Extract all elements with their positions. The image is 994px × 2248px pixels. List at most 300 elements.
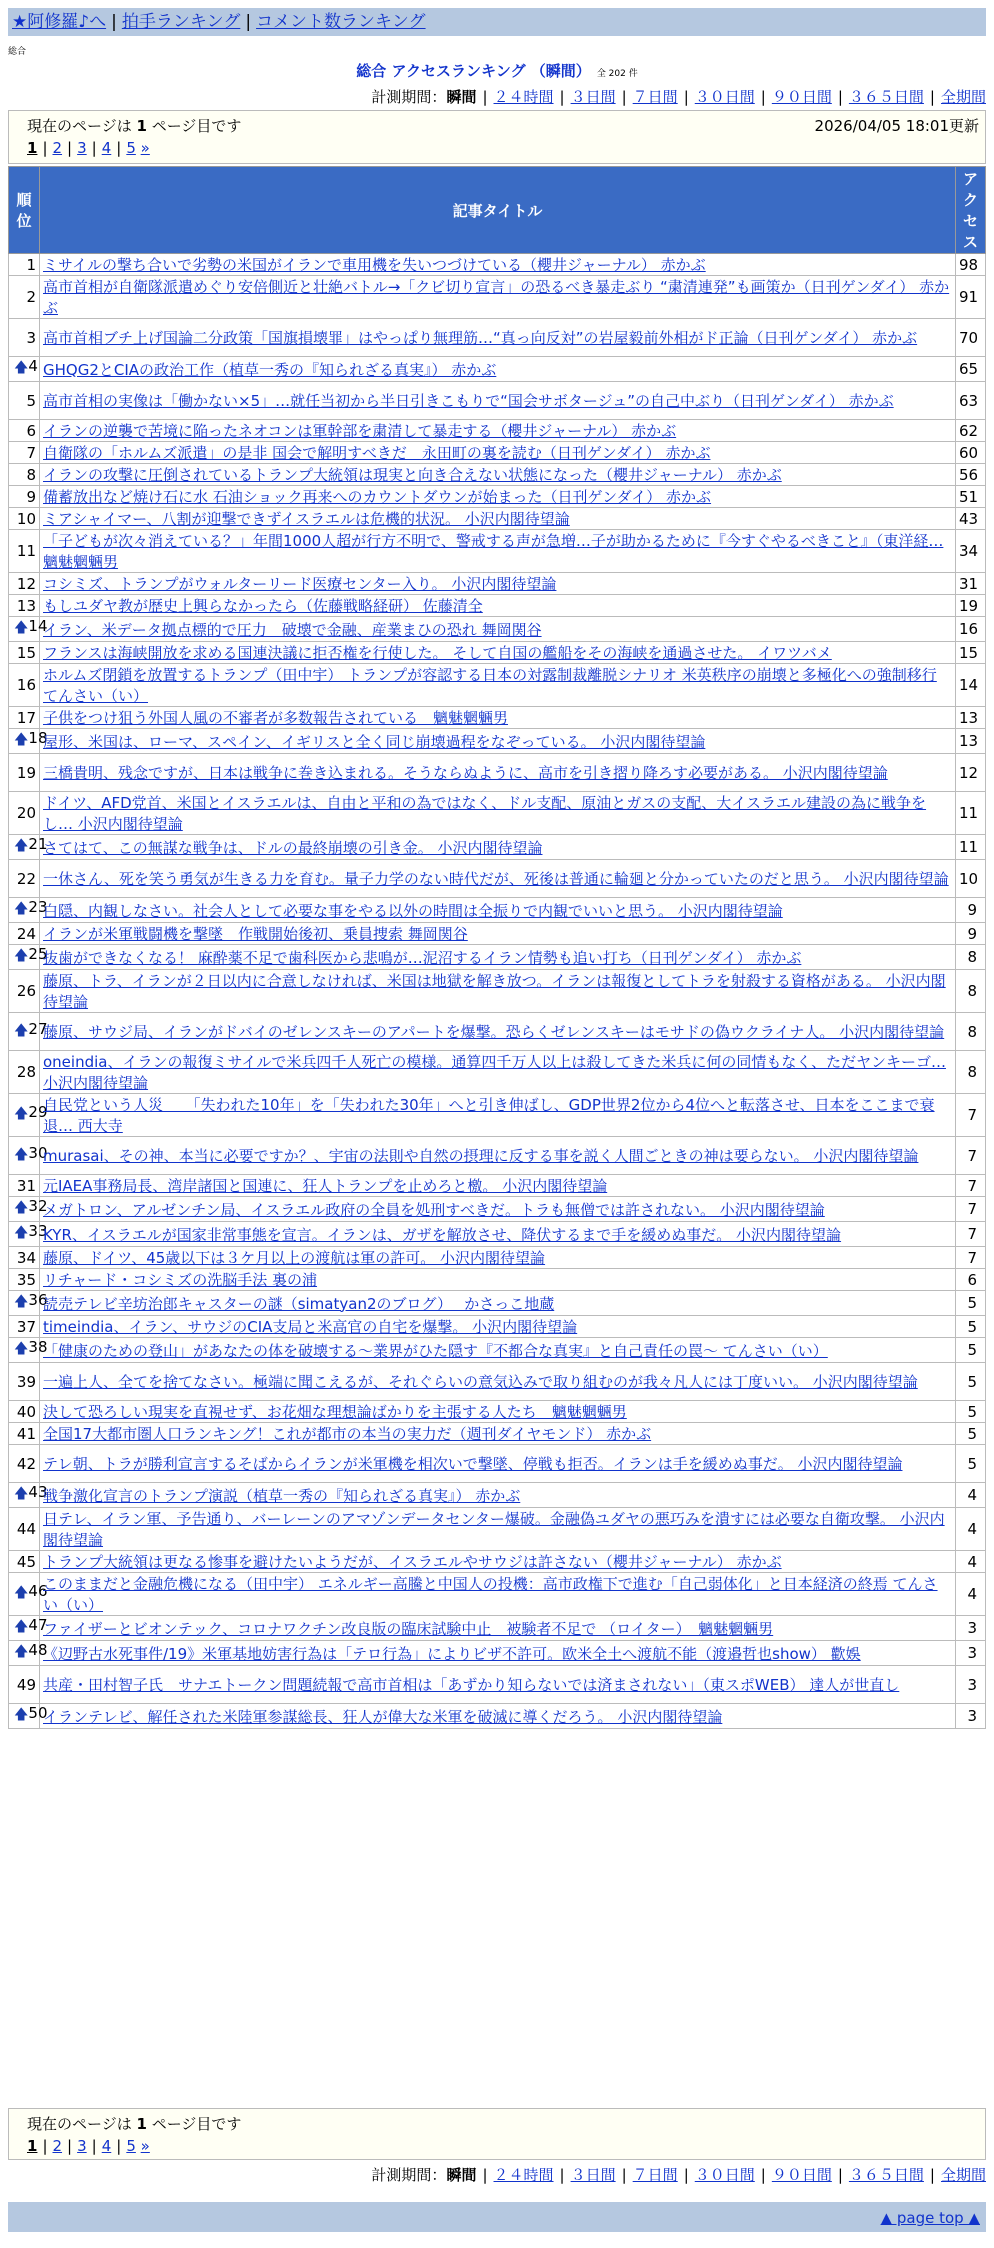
- article-link[interactable]: GHQG2とCIAの政治工作（植草一秀の『知られざる真実』） 赤かぶ: [43, 360, 497, 379]
- access-count: 63: [956, 382, 986, 420]
- rank-number: 18: [28, 729, 48, 747]
- article-link[interactable]: timeindia、イラン、サウジのCIA支局と米高官の自宅を爆撃。 小沢内閣待望論: [43, 1318, 578, 1336]
- title-cell: [40, 1291, 956, 1316]
- pager-page-link[interactable]: 3: [77, 139, 87, 157]
- access-count: 3: [956, 1641, 986, 1666]
- rank-number: 30: [28, 1143, 48, 1162]
- title-cell: [40, 595, 956, 617]
- article-link[interactable]: もしユダヤ教が歴史上興らなかったら（佐藤戦略経研） 佐藤清全: [43, 597, 483, 615]
- rank-cell: [9, 595, 40, 617]
- rank-cell: [9, 1423, 40, 1445]
- period-link[interactable]: ３０日間: [694, 88, 755, 106]
- rank-number: 12: [16, 574, 36, 593]
- pager-page-link[interactable]: 2: [52, 139, 63, 157]
- article-link[interactable]: 藤原、サウジ局、イランがドバイのゼレンスキーのアパートを爆撃。恐らくゼレンスキーはモサドの偽ウクライナ人。 小沢内閣待望論: [43, 1023, 945, 1041]
- access-count: 31: [956, 573, 986, 595]
- rank-cell: [9, 420, 40, 442]
- title-cell: [40, 923, 956, 945]
- title-cell: [40, 1222, 956, 1247]
- table-row: [9, 464, 986, 486]
- access-count: 9: [956, 923, 986, 945]
- bottom-bar: [8, 2202, 986, 2232]
- separator: |: [559, 88, 565, 106]
- period-link[interactable]: 全期間: [940, 2166, 986, 2184]
- title-cell: [40, 1013, 956, 1051]
- rank-cell: [9, 1291, 48, 1316]
- rank-cell: [9, 1666, 40, 1704]
- rank-number: 47: [28, 1616, 48, 1634]
- title-cell: [40, 754, 956, 792]
- rank-cell: [9, 642, 40, 664]
- rank-cell: [9, 1573, 48, 1616]
- article-link[interactable]: 一休さん、死を笑う勇気が生きる力を育む。量子力学のない時代だが、死後は普通に輪廻と分かっていたのだと思う。 小沢内閣待望論: [43, 870, 949, 888]
- article-link[interactable]: 三橋貴明、残念ですが、日本は戦争に巻き込まれる。そうならぬように、高市を引き摺り降ろす必要がある。 小沢内閣待望論: [43, 764, 888, 782]
- pager-page-link[interactable]: 5: [126, 2137, 136, 2155]
- home-link[interactable]: ★阿修羅♪へ: [12, 12, 107, 32]
- title-cell: [40, 860, 956, 898]
- title-cell: [40, 276, 956, 319]
- access-count: 3: [956, 1666, 986, 1704]
- rank-number: 7: [26, 443, 36, 462]
- table-row: [9, 420, 986, 442]
- article-link[interactable]: 藤原、トラ、イランが２日以内に合意しなければ、米国は地獄を解き放つ。イランは報復としてトラを射殺する資格がある。 小沢内閣待望論: [43, 972, 946, 1011]
- article-link[interactable]: ファイザーとビオンテック、コロナワクチン改良版の臨床試験中止 被験者不足で （ロイター） 魑魅魍魎男: [43, 1619, 774, 1638]
- period-link[interactable]: ３６５日間: [848, 88, 924, 106]
- table-row: [9, 1051, 986, 1094]
- access-count: 5: [956, 1338, 986, 1363]
- top-nav-bar: [8, 8, 986, 36]
- title-cell: [40, 945, 956, 970]
- table-row: [9, 1013, 986, 1051]
- rank-number: 4: [28, 357, 38, 375]
- rank-cell: [9, 1051, 40, 1094]
- article-link[interactable]: メガトロン、アルゼンチン局、イスラエル政府の全員を処刑すべきだ。トラも無僧では許されない。 小沢内閣待望論: [43, 1200, 825, 1219]
- period-link[interactable]: 全期間: [940, 88, 986, 106]
- separator: |: [929, 88, 935, 106]
- article-link[interactable]: 一遍上人、全てを捨てなさい。極端に聞こえるが、それぐらいの意気込みで取り組むのが我々凡人には丁度いい。 小沢内閣待望論: [43, 1373, 918, 1391]
- table-row: [9, 1197, 986, 1222]
- rank-cell: [9, 254, 40, 276]
- article-link[interactable]: ドイツ、AFD党首、米国とイスラエルは、自由と平和の為ではなく、ドル支配、原油とガスの支配、大イスラエル建設の為に戦争をし… 小沢内閣待望論: [43, 794, 927, 833]
- article-link[interactable]: 決して恐ろしい現実を直視せず、お花畑な理想論ばかりを主張する人たち 魑魅魍魎男: [43, 1403, 627, 1421]
- period-label: 計測期間：: [371, 88, 447, 106]
- table-row: [9, 1316, 986, 1338]
- article-link[interactable]: 屋形、米国は、ローマ、スペイン、イギリスと全く同じ崩壊過程をなぞっている。 小沢内閣待望論: [43, 732, 706, 751]
- access-count: 91: [956, 276, 986, 319]
- pager-next-link[interactable]: »: [140, 2137, 150, 2155]
- rank-cell: [9, 1175, 40, 1197]
- access-count: 15: [956, 642, 986, 664]
- pager-bottom: [27, 2137, 150, 2155]
- title-cell: [40, 1051, 956, 1094]
- article-link[interactable]: さてはて、この無謀な戦争は、ドルの最終崩壊の引き金。 小沢内閣待望論: [43, 838, 543, 857]
- article-link[interactable]: 白隠、内観しなさい。社会人として必要な事をやる以外の時間は全振りで内観でいいと思う。 小沢内閣待望論: [43, 901, 783, 920]
- rank-cell: [9, 1222, 48, 1247]
- up-arrow-icon: 🡅: [14, 1707, 29, 1723]
- article-link[interactable]: 元IAEA事務局長、湾岸諸国と国連に、狂人トランプを止めろと檄。 小沢内閣待望論: [43, 1177, 608, 1195]
- table-row: [9, 1445, 986, 1483]
- rank-cell: [9, 1445, 40, 1483]
- access-count: 5: [956, 1291, 986, 1316]
- article-link[interactable]: フランスは海峡開放を求める国連決議に拒否権を行使した。 そして自国の艦船をその海峡を通過させた。 イワツバメ: [43, 644, 832, 662]
- separator: |: [559, 2166, 565, 2184]
- table-row: [9, 1222, 986, 1247]
- table-row: [9, 945, 986, 970]
- article-link[interactable]: ホルムズ閉鎖を放置するトランプ（田中宇） トランプが容認する日本の対露制裁離脱シナリオ 米英秩序の崩壊と多極化への強制移行 てんさい（い）: [43, 666, 937, 705]
- access-count: 56: [956, 464, 986, 486]
- pager-page-link[interactable]: 3: [77, 2137, 87, 2155]
- separator: |: [67, 139, 73, 157]
- article-link[interactable]: 藤原、ドイツ、45歳以下は３ケ月以上の渡航は軍の許可。 小沢内閣待望論: [43, 1249, 546, 1267]
- rank-cell: [9, 1704, 48, 1729]
- title-cell: [40, 1094, 956, 1137]
- title-cell: [40, 254, 956, 276]
- rank-number: 26: [16, 982, 36, 1000]
- title-cell: [40, 835, 956, 860]
- access-count: 5: [956, 1316, 986, 1338]
- rank-cell: [9, 486, 40, 508]
- up-arrow-icon: 🡅: [14, 838, 29, 854]
- pager-page-link[interactable]: 5: [126, 139, 136, 157]
- article-link[interactable]: 抜歯ができなくなる！ 麻酔薬不足で歯科医から悲鳴が…泥沼するイラン情勢も追い打ち（日刊ゲンダイ） 赤かぶ: [43, 948, 802, 967]
- table-row: [9, 1508, 986, 1551]
- col-rank-header: 順位: [9, 167, 40, 254]
- pager-page-link[interactable]: 4: [101, 139, 112, 157]
- rank-cell: [9, 1338, 48, 1363]
- article-link[interactable]: 自衛隊の「ホルムズ派遣」の是非 国会で解明すべきだ 永田町の裏を読む（日刊ゲンダイ） 赤かぶ: [43, 444, 711, 462]
- access-count: 51: [956, 486, 986, 508]
- table-row: [9, 729, 986, 754]
- rank-number: 10: [16, 509, 36, 528]
- table-row: [9, 1137, 986, 1175]
- article-link[interactable]: 「健康のための登山」があなたの体を破壊する～業界がひた隠す『不都合な真実』と自己責任の罠～ てんさい（い）: [43, 1341, 828, 1360]
- rank-cell: [9, 617, 48, 642]
- article-link[interactable]: 日テレ、イラン軍、予告通り、バーレーンのアマゾンデータセンター爆破。金融偽ユダヤの悪巧みを潰すには必要な自衛攻撃。 小沢内閣待望論: [43, 1510, 945, 1549]
- period-link[interactable]: ９０日間: [771, 88, 832, 106]
- rank-number: 17: [16, 708, 36, 727]
- access-count: 5: [956, 1423, 986, 1445]
- rank-number: 38: [28, 1338, 48, 1356]
- rank-cell: [9, 1551, 40, 1573]
- title-cell: [40, 1641, 956, 1666]
- rank-number: 37: [16, 1317, 36, 1336]
- article-link[interactable]: イラン、米データ拠点標的で圧力 破壊で金融、産業まひの恐れ 舞岡関谷: [43, 620, 542, 639]
- separator: |: [116, 2137, 122, 2155]
- rank-cell: [9, 945, 48, 970]
- access-count: 7: [956, 1222, 986, 1247]
- title-cell: [40, 707, 956, 729]
- rank-cell: [9, 382, 40, 420]
- title-cell: [40, 1483, 956, 1508]
- title-cell: [40, 442, 956, 464]
- separator: |: [91, 2137, 97, 2155]
- table-row: [9, 1573, 986, 1616]
- rank-number: 36: [28, 1291, 48, 1309]
- rank-number: 35: [16, 1270, 36, 1289]
- rank-number: 5: [26, 391, 36, 410]
- title-cell: [40, 898, 956, 923]
- article-link[interactable]: コシミズ、トランプがウォルターリード医療センター入り。 小沢内閣待望論: [43, 575, 557, 593]
- rank-cell: [9, 1316, 40, 1338]
- up-arrow-icon: 🡅: [14, 1341, 29, 1357]
- period-link[interactable]: ７日間: [632, 2166, 678, 2184]
- access-count: 65: [956, 357, 986, 382]
- article-link[interactable]: oneindia、イランの報復ミサイルで米兵四千人死亡の模様。通算四千万人以上は殺してきた米兵に何の同情もなく、ただヤンキーゴ… 小沢内閣待望論: [43, 1053, 946, 1092]
- table-row: [9, 573, 986, 595]
- article-link[interactable]: 高市首相が自衛隊派遣めぐり安倍側近と壮絶バトル→「クビ切り宣言」の恐るべき暴走ぶり “粛清連発”も画策か（日刊ゲンダイ） 赤かぶ: [43, 278, 950, 317]
- article-link[interactable]: 子供をつけ狙う外国人風の不審者が多数報告されている 魑魅魍魎男: [43, 709, 509, 727]
- article-link[interactable]: イランの逆襲で苦境に陥ったネオコンは軍幹部を粛清して暴走する（櫻井ジャーナル） 赤かぶ: [43, 422, 677, 440]
- separator: |: [929, 2166, 935, 2184]
- access-count: 9: [956, 898, 986, 923]
- article-link[interactable]: トランプ大統領は更なる惨事を避けたいようだが、イスラエルやサウジは許さない（櫻井ジャーナル） 赤かぶ: [43, 1553, 782, 1571]
- article-link[interactable]: 共産・田村智子氏 サナエトークン問題続報で高市首相は「あずかり知らないでは済まされない」（東スポWEB） 達人が世直し: [43, 1676, 900, 1694]
- rank-cell: [9, 1401, 40, 1423]
- separator: |: [67, 2137, 73, 2155]
- rank-cell: [9, 1137, 48, 1175]
- access-count: 5: [956, 1363, 986, 1401]
- rank-number: 28: [16, 1063, 36, 1081]
- access-count: 3: [956, 1616, 986, 1641]
- rank-number: 11: [16, 542, 36, 560]
- rank-number: 21: [28, 835, 48, 853]
- pager-next-link[interactable]: »: [140, 139, 150, 157]
- period-link[interactable]: ２４時間: [493, 2166, 554, 2184]
- up-arrow-icon: 🡅: [14, 1585, 29, 1601]
- article-link[interactable]: 読売テレビ辛坊治郎キャスターの謎（simatyan2のブログ） かさっこ地蔵: [43, 1294, 555, 1313]
- title-cell: [40, 1551, 956, 1573]
- article-link[interactable]: murasai、その神、本当に必要ですか？、宇宙の法則や自然の摂理に反する事を説く人間ごときの神は要らない。 小沢内閣待望論: [43, 1147, 919, 1165]
- separator: |: [245, 12, 252, 32]
- title-cell: [40, 464, 956, 486]
- article-link[interactable]: イランの攻撃に圧倒されているトランプ大統領は現実と向き合えない状態になった（櫻井ジャーナル） 赤かぶ: [43, 466, 782, 484]
- title-cell: [40, 1338, 956, 1363]
- rank-number: 31: [16, 1176, 36, 1195]
- rank-number: 34: [16, 1248, 36, 1267]
- separator: |: [42, 139, 48, 157]
- rank-number: 3: [26, 328, 36, 347]
- table-row: [9, 1551, 986, 1573]
- comment-ranking-link[interactable]: コメント数ランキング: [256, 12, 426, 32]
- article-link[interactable]: ミサイルの撃ち合いで劣勢の米国がイランで車用機を失いつづけている（櫻井ジャーナル） 赤かぶ: [43, 256, 706, 274]
- current-page-number: 1: [136, 2115, 147, 2133]
- col-title-header: 記事タイトル: [40, 167, 956, 254]
- article-link[interactable]: イランテレビ、解任された米陸軍参謀総長、狂人が偉大な米軍を破滅に導くだろう。 小沢内閣待望論: [43, 1707, 723, 1726]
- rank-number: 50: [28, 1704, 48, 1722]
- table-row: [9, 1094, 986, 1137]
- article-link[interactable]: このままだと金融危機になる（田中宇） エネルギー高騰と中国人の投機：高市政権下で進む「自己弱体化」と日本経済の終焉 てんさい（い）: [43, 1575, 938, 1614]
- title-cell: [40, 357, 956, 382]
- title-cell: [40, 664, 956, 707]
- access-count: 14: [956, 664, 986, 707]
- title-cell: [40, 420, 956, 442]
- title-cell: [40, 617, 956, 642]
- separator: |: [837, 2166, 843, 2184]
- table-row: [9, 1616, 986, 1641]
- article-link[interactable]: 戦争激化宣言のトランプ演説（植草一秀の『知られざる真実』） 赤かぶ: [43, 1486, 521, 1505]
- access-count: 60: [956, 442, 986, 464]
- title-cell: [40, 1423, 956, 1445]
- table-row: [9, 382, 986, 420]
- article-link[interactable]: テレ朝、トラが勝利宣言するそばからイランが米軍機を相次いで撃墜、停戦も拒否。イランは手を緩めぬ事だ。 小沢内閣待望論: [43, 1455, 903, 1473]
- rank-number: 1: [26, 255, 36, 274]
- article-link[interactable]: 《辺野古水死事件/19》米軍基地妨害行為は「テロ行為」によりビザ不許可。欧米全土へ渡航不能（渡邉哲也show） 歡娛: [43, 1644, 861, 1663]
- title-cell: [40, 642, 956, 664]
- up-arrow-icon: 🡅: [14, 948, 29, 964]
- table-row: [9, 617, 986, 642]
- separator: |: [760, 2166, 766, 2184]
- page-title-text: 総合 アクセスランキング （瞬間）: [356, 62, 591, 80]
- separator: |: [683, 88, 689, 106]
- separator: |: [837, 88, 843, 106]
- rank-number: 20: [16, 804, 36, 822]
- period-current: 瞬間: [446, 2166, 477, 2184]
- page-info-top: [8, 110, 986, 164]
- up-arrow-icon: 🡅: [14, 901, 29, 917]
- period-link[interactable]: ３日間: [570, 2166, 616, 2184]
- rank-cell: [9, 898, 48, 923]
- access-count: 7: [956, 1175, 986, 1197]
- table-row: [9, 923, 986, 945]
- separator: |: [621, 88, 627, 106]
- rank-number: 14: [28, 617, 48, 635]
- table-row: [9, 1291, 986, 1316]
- up-arrow-icon: 🡅: [14, 1146, 29, 1163]
- current-page-suffix: ページ目です: [151, 117, 242, 135]
- table-row: [9, 1363, 986, 1401]
- access-count: 6: [956, 1269, 986, 1291]
- table-row: [9, 1666, 986, 1704]
- rank-cell: [9, 835, 48, 860]
- title-cell: [40, 1247, 956, 1269]
- table-row: [9, 1269, 986, 1291]
- current-page-number: 1: [136, 117, 147, 135]
- rank-cell: [9, 1269, 40, 1291]
- article-link[interactable]: リチャード・コシミズの洗脳手法 裏の浦: [43, 1271, 318, 1289]
- period-link[interactable]: ３日間: [570, 88, 616, 106]
- rank-number: 22: [16, 869, 36, 888]
- title-cell: [40, 1445, 956, 1483]
- rank-number: 16: [16, 676, 36, 694]
- col-access-header: アクセス: [956, 167, 986, 254]
- period-selector-top: [371, 86, 986, 107]
- rank-number: 9: [26, 487, 36, 506]
- article-link[interactable]: 全国17大都市圏人口ランキング！これが都市の本当の実力だ（週刊ダイヤモンド） 赤かぶ: [43, 1425, 652, 1443]
- article-link[interactable]: 備蓄放出など焼け石に水 石油ショック再来へのカウントダウンが始まった（日刊ゲンダイ） 赤かぶ: [43, 488, 712, 506]
- title-cell: [40, 319, 956, 357]
- period-current: 瞬間: [446, 88, 477, 106]
- rank-cell: [9, 970, 40, 1013]
- access-count: 5: [956, 1445, 986, 1483]
- table-row: [9, 1338, 986, 1363]
- period-link[interactable]: ３０日間: [694, 2166, 755, 2184]
- table-row: [9, 860, 986, 898]
- title-cell: [40, 1573, 956, 1616]
- rank-cell: [9, 276, 40, 319]
- article-link[interactable]: イランが米軍戦闘機を撃墜 作戦開始後初、乗員捜索 舞岡関谷: [43, 925, 468, 943]
- total-count: 全 202 件: [596, 69, 638, 79]
- title-cell: [40, 1616, 956, 1641]
- period-link[interactable]: ９０日間: [771, 2166, 832, 2184]
- up-arrow-icon: 🡅: [14, 1619, 29, 1635]
- title-cell: [40, 1269, 956, 1291]
- separator: |: [621, 2166, 627, 2184]
- rank-cell: [9, 792, 40, 835]
- table-row: [9, 319, 986, 357]
- pager-page-link[interactable]: 2: [52, 2137, 63, 2155]
- table-row: [9, 1401, 986, 1423]
- title-cell: [40, 1508, 956, 1551]
- article-link[interactable]: 自民党という人災 「失われた10年」を「失われた30年」へと引き伸ばし、GDP世界2位から4位へと転落させ、日本をここまで衰退… 西大寺: [43, 1096, 935, 1135]
- access-count: 4: [956, 1551, 986, 1573]
- access-count: 34: [956, 530, 986, 573]
- title-cell: [40, 970, 956, 1013]
- rank-number: 15: [16, 643, 36, 662]
- access-count: 7: [956, 1247, 986, 1269]
- period-link[interactable]: ２４時間: [493, 88, 554, 106]
- rank-number: 33: [28, 1222, 48, 1240]
- period-link[interactable]: ３６５日間: [848, 2166, 924, 2184]
- rank-number: 39: [16, 1372, 36, 1391]
- table-row: [9, 835, 986, 860]
- page-top-link[interactable]: ▲ page top ▲: [880, 2209, 980, 2227]
- table-row: [9, 595, 986, 617]
- access-count: 19: [956, 595, 986, 617]
- page-title: [0, 60, 994, 81]
- separator: |: [482, 2166, 488, 2184]
- title-cell: [40, 1704, 956, 1729]
- table-row: [9, 1423, 986, 1445]
- title-cell: [40, 729, 956, 754]
- separator: |: [91, 139, 97, 157]
- table-row: [9, 1247, 986, 1269]
- table-row: [9, 642, 986, 664]
- rank-cell: [9, 1641, 48, 1666]
- rank-cell: [9, 508, 40, 530]
- separator: |: [482, 88, 488, 106]
- article-link[interactable]: 高市首相ブチ上げ国論二分政策「国旗損壊罪」はやっぱり無理筋…“真っ向反対”の岩屋毅前外相がド正論（日刊ゲンダイ） 赤かぶ: [43, 329, 918, 347]
- article-link[interactable]: 高市首相の実像は「働かない×5」…就任当初から半日引きこもりで“国会サボタージュ”の自己中ぶり（日刊ゲンダイ） 赤かぶ: [43, 392, 894, 410]
- current-page-prefix: 現在のページは: [27, 117, 132, 135]
- current-page-text: [27, 2113, 241, 2134]
- title-cell: [40, 1401, 956, 1423]
- page-info-bottom: [8, 2108, 986, 2160]
- table-row: [9, 276, 986, 319]
- access-count: 98: [956, 254, 986, 276]
- table-row: [9, 530, 986, 573]
- article-link[interactable]: KYR、イスラエルが国家非常事態を宣言。イランは、ガザを解放させ、降伏するまで手を緩めぬ事だ。 小沢内閣待望論: [43, 1225, 842, 1244]
- rank-cell: [9, 729, 48, 754]
- up-arrow-icon: 🡅: [14, 1294, 29, 1310]
- table-row: [9, 707, 986, 729]
- current-page-prefix: 現在のページは: [27, 2115, 132, 2133]
- up-arrow-icon: 🡅: [14, 620, 29, 636]
- table-row: [9, 898, 986, 923]
- title-cell: [40, 1363, 956, 1401]
- table-row: [9, 792, 986, 835]
- category-tag: 総合: [8, 47, 27, 57]
- article-link[interactable]: 「子どもが次々消えている？」年間1000人超が行方不明で、警戒する声が急増…子が助かるために『今すぐやるべきこと』（東洋経… 魑魅魍魎男: [43, 532, 944, 571]
- up-arrow-icon: 🡅: [14, 1644, 29, 1660]
- table-row: [9, 664, 986, 707]
- pager-page-link[interactable]: 4: [101, 2137, 112, 2155]
- period-link[interactable]: ７日間: [632, 88, 678, 106]
- access-count: 8: [956, 1013, 986, 1051]
- title-cell: [40, 1137, 956, 1175]
- article-link[interactable]: ミアシャイマー、八割が迎撃できずイスラエルは危機的状況。 小沢内閣待望論: [43, 510, 570, 528]
- rank-cell: [9, 442, 40, 464]
- clap-ranking-link[interactable]: 拍手ランキング: [121, 12, 241, 32]
